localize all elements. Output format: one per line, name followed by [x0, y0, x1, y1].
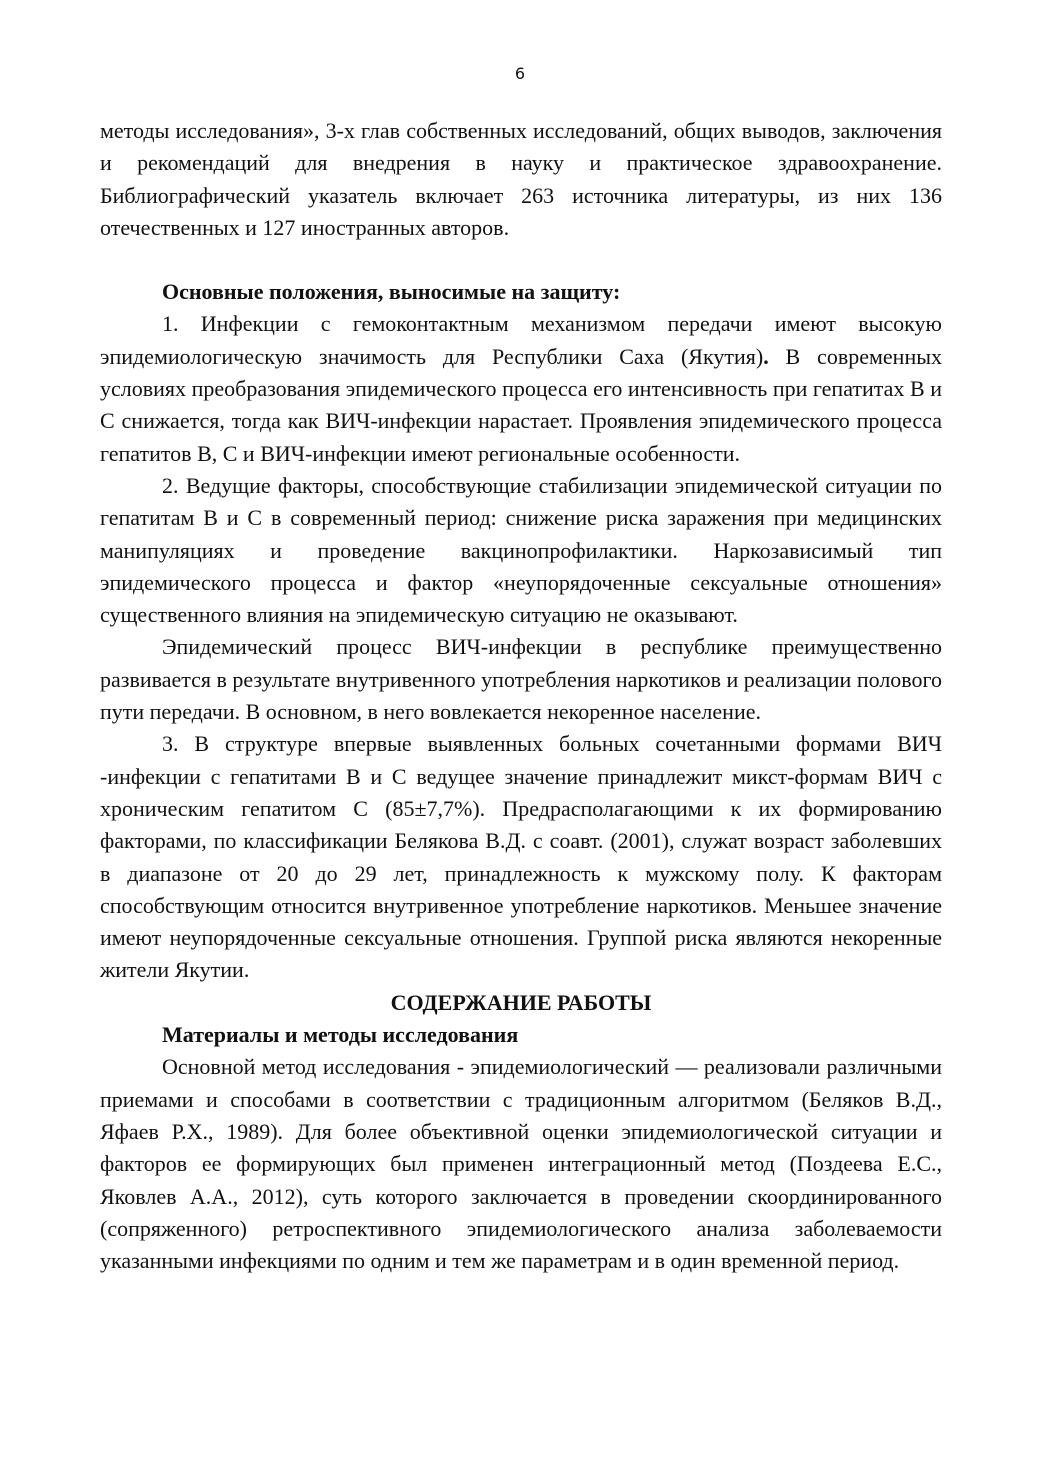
page-content [100, 115, 942, 1277]
defense-point-2-continued: Эпидемический процесс ВИЧ-инфекции в республике преимущественно развивается в результате внутривенного употребления наркотиков и реализации полового пути передачи. В основном, в него вовлекается некоренное население. [100, 634, 943, 725]
page-number: 6 [514, 64, 526, 83]
content-heading: СОДЕРЖАНИЕ РАБОТЫ [390, 989, 652, 1015]
defense-point-1-period: . [763, 343, 769, 369]
intro-paragraph: методы исследования», 3-х глав собственных исследований, общих выводов, заключения и рекомендаций для внедрения в науку и практическое здравоохранение. Библиографический указатель включает 263 источника литературы, из них 136 отечественных и 127 иностранных авторов. [100, 118, 942, 240]
defense-point-3: 3. В структуре впервые выявленных больных сочетанными формами ВИЧ -инфекции с гепатитами В и С ведущее значение принадлежит микст-формам ВИЧ с хроническим гепатитом С (85±7,7%). Предрасполагающими к их формированию факторами, по классификации Белякова В.Д. с соавт. (2001), служат возраст заболевших в диапазоне от 20 до 29 лет, принадлежность к мужскому полу. К факторам способствующим относится внутривенное употребление наркотиков. Меньшее значение имеют неупорядоченные сексуальные отношения. Группой риска являются некоренные жители Якутии. [100, 731, 942, 983]
defense-heading: Основные положения, выносимые на защиту: [162, 279, 621, 305]
methods-subheading: Материалы и методы исследования [162, 1022, 519, 1048]
defense-point-1-start: 1. Инфекции с гемоконтактным механизмом передачи имеют высокую эпидемиологическую значимость для Республики Саха (Якутия) [100, 311, 942, 369]
paragraph-spacer [100, 244, 942, 276]
defense-point-1 [100, 308, 942, 469]
defense-point-1-rest: В современных условиях преобразования эпидемического процесса его интенсивность при гепатитах В и С снижается, тогда как ВИЧ-инфекции нарастает. Проявления эпидемического процесса гепатитов В, С и ВИЧ-инфекции имеют региональные особенности. [100, 343, 942, 466]
defense-point-2: 2. Ведущие факторы, способствующие стабилизации эпидемической ситуации по гепатитам В и С в современный период: снижение риска заражения при медицинских манипуляциях и проведение вакцинопрофилактики. Наркозависимый тип эпидемического процесса и фактор «неупорядоченные сексуальные отношения» существенного влияния на эпидемическую ситуацию не оказывают. [100, 472, 942, 628]
methods-paragraph: Основной метод исследования - эпидемиологический — реализовали различными приемами и способами в соответствии с традиционным алгоритмом (Беляков В.Д., Яфаев Р.Х., 1989). Для более объективной оценки эпидемиологической ситуации и факторов ее формирующих был применен интеграционный метод (Поздеева Е.С., Яковлев А.А., 2012), суть которого заключается в проведении скоординированного (сопряженного) ретроспективного эпидемиологического анализа заболеваемости указанными инфекциями по одним и тем же параметрам и в один временной период. [100, 1054, 942, 1274]
